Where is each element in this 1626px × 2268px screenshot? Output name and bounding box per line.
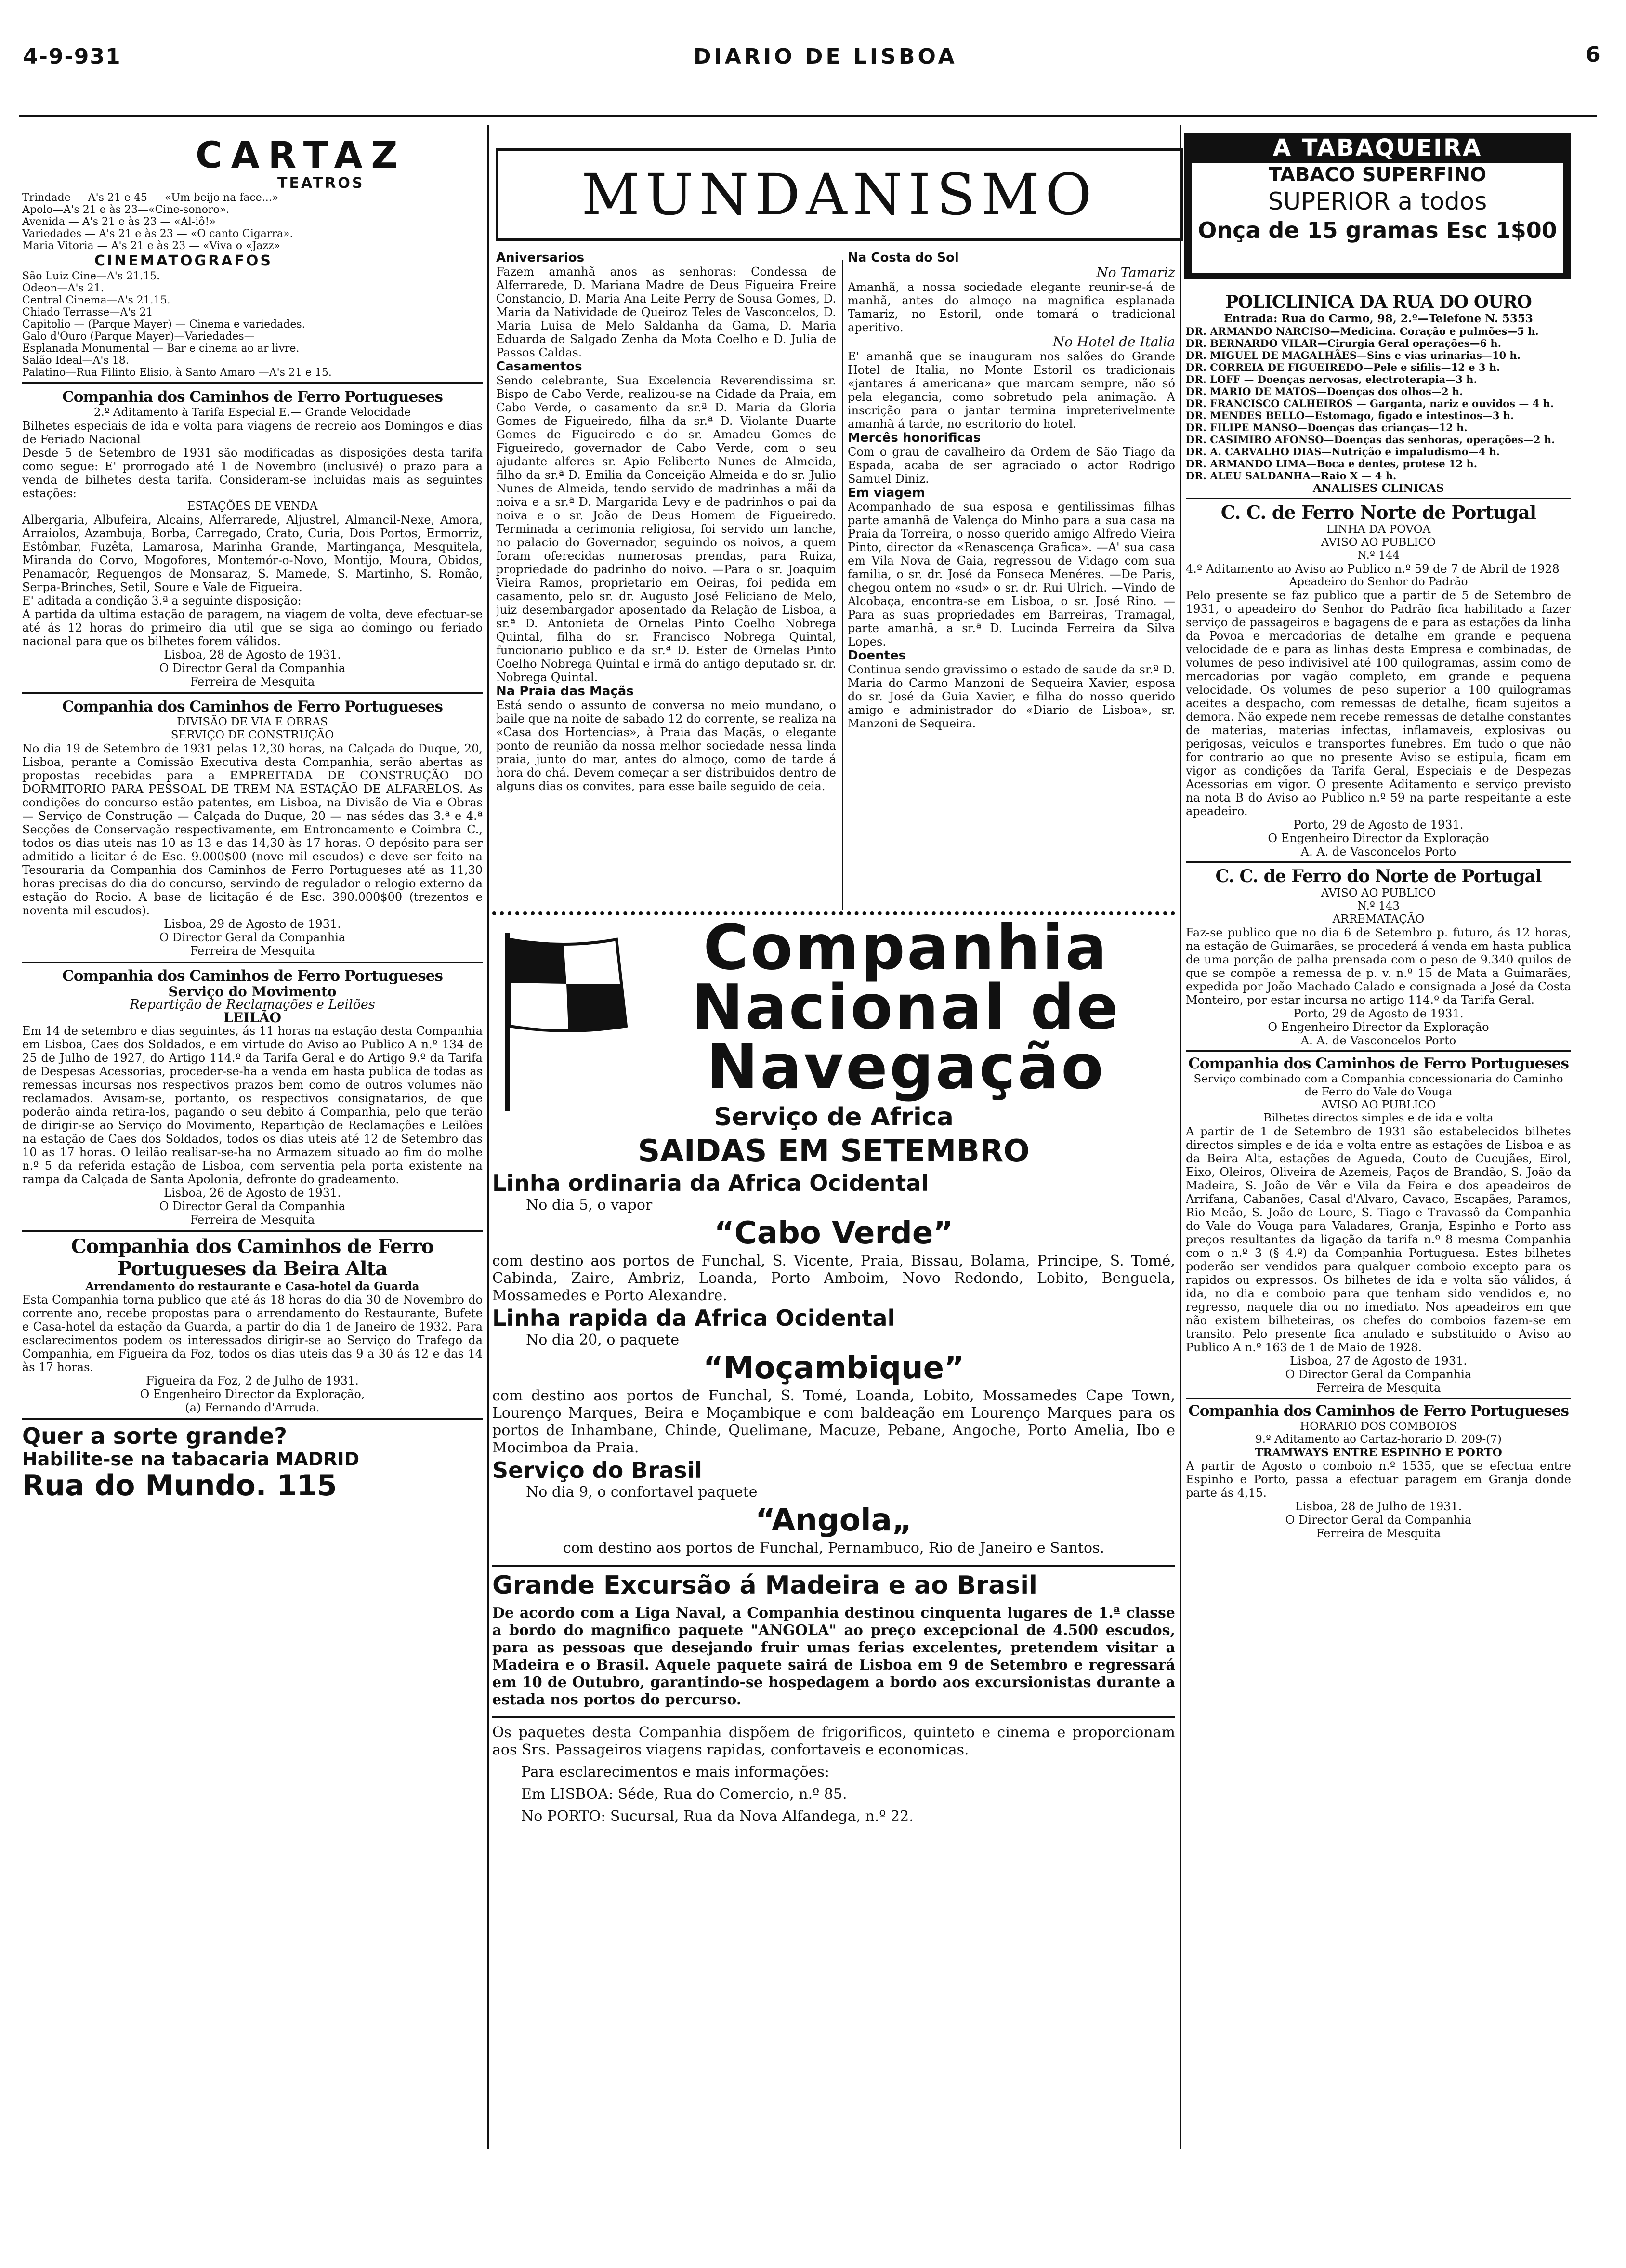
notice-title: Companhia dos Caminhos de Ferro Portugueses (1188, 1055, 1569, 1072)
notice-signature-name: Ferreira de Mesquita (190, 675, 315, 688)
notice-date: Lisboa, 28 de Julho de 1931. (1295, 1500, 1462, 1513)
cinema-line: Palatino—Rua Filinto Elisio, à Santo Amaro —A's 21 e 15. (22, 367, 332, 379)
section-heading: Em viagem (848, 486, 925, 500)
line-date: No dia 20, o paquete (526, 1332, 680, 1348)
section-subheading: No Hotel de Italia (1052, 334, 1175, 350)
cinema-list (22, 270, 483, 379)
notice-date: Porto, 29 de Agosto de 1931. (1293, 818, 1464, 831)
notice-signature-name: (a) Fernando d'Arruda. (185, 1401, 320, 1414)
company-name: Navegação (707, 1031, 1105, 1103)
line-destinations: com destino aos portos de Funchal, Pernambuco, Rio de Janeiro e Santos. (563, 1540, 1104, 1556)
doctor-entry: DR. MENDES BELLO—Estomago, figado e intestinos—3 h. (1186, 409, 1514, 422)
section-body: E' amanhã que se inauguram nos salões do Grande Hotel de Italia, no Monte Estoril os tradicionais «jantares á americana» que marcam sempre, não só pela elegancia, como sobretudo pela animação. A inscrição para o jantar termina impreterivelmente amanhã á tarde, no escritorio do hotel. (848, 350, 1175, 431)
page-number: 6 (1586, 42, 1601, 67)
cp-notice-horario (1186, 1402, 1571, 1540)
mundanismo-right (848, 251, 1175, 910)
notice-subtitle: Entrada: Rua do Carmo, 98, 2.º—Telefone N. 5353 (1224, 312, 1533, 325)
doctor-entry: DR. MIGUEL DE MAGALHÃES—Sins e vias urinarias—10 h. (1186, 349, 1521, 361)
notice-subtitle: 9.º Aditamento ao Cartaz-horario D. 209-(7) (1255, 1433, 1502, 1446)
doctor-entry: DR. A. CARVALHO DIAS—Nutrição e impaludismo—4 h. (1186, 446, 1500, 458)
teatro-line: Avenida — A's 21 e às 23 — «Al-iô!» (22, 216, 216, 228)
notice-body: No dia 19 de Setembro de 1931 pelas 12,30 horas, na Calçada do Duque, 20, Lisboa, perante a Comissão Executiva desta Companhia, serão abertas as propostas recebidas para a EMPREITADA DE CONSTRUÇÃO DO DORMITORIO PARA PESSOAL DE TREM NA ESTAÇÃO DE ALFARELOS. As condições do concurso estão patentes, em Lisboa, na Divisão de Via e Obras — Serviço de Construção — Calçada do Duque, 20 — nas sédes das 3.ª e 4.ª Secções de Conservação respectivamente, em Entroncamento e Coimbra C., todos os dias uteis nas 10 as 13 e das 14,30 às 17 horas. O depósito para ser admitido a licitar é de Esc. 9.000$00 (nove mil escudos) e deve ser feito na Tesouraria da Companhia dos Caminhos de Ferro Portugueses até as 11,30 horas precisas do dia do concurso, servindo de regulador o relogio externo da estação do Rocio. A base de licitação é de Esc. 390.000$00 (trezentos e noventa mil escudos). (22, 742, 483, 917)
notice-subtitle: SERVIÇO DE CONSTRUÇÃO (170, 729, 334, 741)
notice-title: C. C. de Ferro do Norte de Portugal (1215, 866, 1542, 886)
notice-title: Companhia dos Caminhos de Ferro Portugueses (62, 388, 443, 406)
notice-subtitle: Repartição de Reclamações e Leilões (130, 997, 375, 1012)
cp-notice-construcao (22, 698, 483, 958)
doctor-entry: DR. LOFF — Doenças nervosas, electroterapia—3 h. (1186, 373, 1477, 385)
ad-line: Quer a sorte grande? (22, 1423, 287, 1449)
notice-subtitle: Apeadeiro do Senhor do Padrão (1289, 576, 1468, 588)
stations-list: Albergaria, Albufeira, Alcains, Alferrarede, Aljustrel, Almancil-Nexe, Amora, Arraiolos, Azambuja, Borba, Carregado, Crato, Curia, Dois Portos, Ermorriz, Estômbar, Fuzêta, Lamarosa, Marinha Grande, Martingança, Mesquitela, Miranda do Corvo, Mogofores, Montemór-o-Novo, Montijo, Moura, Obidos, Penamacôr, Reguengos de Monsaraz, S. Mamede, S. Martinho, S. Romão, Serpa-Brinches, Setil, Soure e Vale de Figueira. (22, 513, 483, 594)
notice-signature-name: A. A. de Vasconcelos Porto (1300, 845, 1456, 858)
notice-subtitle: AVISO AO PUBLICO (1321, 536, 1436, 549)
left-column (22, 135, 483, 2149)
section-body: Fazem amanhã anos as senhoras: Condessa de Alferrarede, D. Mariana Madre de Deus Figueira Freire Constancio, D. Maria Ana Leite Perry de Sousa Gomes, D. Maria da Natividade de Queiroz Teles de Vasconcelos, D. Maria Luisa de Melo Saldanha da Gama, D. Maria Eduarda de Salgado Zenha da Mota Coelho e D. Julia de Passos Caldas. (496, 265, 836, 359)
company-name: Nacional de (692, 972, 1120, 1043)
notice-body: A partir de Agosto o comboio n.º 1535, que se efectua entre Espinho e Porto, passa a efectuar paragem em Granja donde parte ás 4,15. (1186, 1459, 1571, 1500)
notice-title: Companhia dos Caminhos de Ferro Portugueses (1188, 1402, 1569, 1420)
teatro-line: Apolo—A's 21 e às 23—«Cine-sonoro». (22, 204, 230, 216)
section-heading: Na Praia das Maçãs (496, 684, 634, 699)
section-body: Acompanhado de sua esposa e gentilissimas filhas parte amanhã de Valença do Minho para a sua casa na Praia da Torreira, o nosso querido amigo Alfredo Vieira Pinto, director da «Renascença Grafica». —A' sua casa em Vila Nova de Gaia, regressou de Vidago com sua familia, o sr. dr. José da Fonseca Menéres. —De Paris, chegou ontem no «sud» o sr. dr. Rui Ulrich. —Vindo de Alcobaça, encontra-se em Lisboa, o sr. José Rino. —Para as suas propriedades em Barreiras, Tramagal, parte amanhã, a sr.ª D. Lucinda Ferreira da Silva Lopes. (848, 500, 1175, 648)
norte-portugal-notice-144 (1186, 502, 1571, 858)
notice-subtitle: ARREMATAÇÃO (1332, 913, 1425, 925)
notice-date: Lisboa, 29 de Agosto de 1931. (164, 917, 341, 931)
ad-line: SUPERIOR a todos (1268, 187, 1487, 215)
notice-subtitle: Serviço combinado com a Companhia concessionaria do Caminho de Ferro do Vale do Vouga (1193, 1073, 1563, 1098)
cartaz-section (22, 135, 483, 379)
notice-body: A partir de 1 de Setembro de 1931 são estabelecidos bilhetes directos simples e de ida e volta entre as estações de Lisboa e as da Beira Alta, estações de Agueda, Couto de Cucujães, Eirol, Eixo, Oleiros, Oliveira de Azemeis, Paços de Brandão, S. João da Madeira, S. João de Vêr e Vila da Feira e dos apeadeiros de Arrifana, Cabanões, Casal d'Alvaro, Cavaco, Escapães, Paramos, Rio Meão, S. João de Loure, S. Tiago e Travassô da Companhia do Vale do Vouga para Valadares, Granja, Espinho e Porto ass preços resultantes da ligação da tarifa n.º 8 mesma Companhia com o n.º 3 (§ 4.º) da Companhia Portuguesa. Estes bilhetes poderão ser vendidos para qualquer comboio excepto para os rapidos ou expressos. Os bilhetes de ida e volta são válidos, á ida, no dia e comboio para que tenham sido vendidos e, no regresso, naquele dia ou no imediato. Nos apeadeiros em que não existem bilheteiras, os chefes do comboios fazem-se em transito. Pelo presente fica anulado e substituido o Aviso ao Publico A n.º 163 de 1 de Maio de 1928. (1186, 1125, 1571, 1354)
doctor-list (1186, 325, 1571, 482)
notice-body: Pelo presente se faz publico que a partir de 5 de Setembro de 1931, o apeadeiro do Senhor do Padrão fica habilitado a fazer serviço de passageiros e bagagens de e para as estações da linha da Povoa e mercadorias de detalhe em grande e pequena velocidade de e para as linhas desta Empresa e combinadas, de volumes de peso indivisivel até 100 quilogramas, assim como de mercadorias por vagão completo, em grande e pequena velocidade. Os volumes de peso superior a 100 quilogramas aceites a despacho, com remessas de detalhe, ficam sujeitos a demora. Não expede nem recebe remessas de detalhe constantes de materias, materias infectas, inflamaveis, explosivas ou perigosas, veiculos e transportes funebres. Em tudo o que não for contrario ao que no presente Aviso se estipula, ficam em vigor as condições da Tarifa Geral, Especiais e de Despezas Acessorias em vigor. O presente Aditamento e serviço previsto na nota B do Aviso ao Publico n.º 59 na parte respeitante a este apeadeiro. (1186, 589, 1571, 818)
notice-subtitle: LINHA DA POVOA (1326, 523, 1431, 536)
newspaper-title: DIARIO DE LISBOA (694, 44, 957, 69)
notice-title: POLICLINICA DA RUA DO OURO (1225, 292, 1532, 312)
notice-subtitle: 2.º Aditamento à Tarifa Especial E.— Grande Velocidade (93, 406, 411, 419)
notice-signature-name: Ferreira de Mesquita (1316, 1527, 1441, 1540)
notice-signature: O Director Geral da Companhia (1285, 1513, 1472, 1527)
notice-subtitle: HORARIO DOS COMBOIOS (1300, 1420, 1457, 1433)
doctor-entry: DR. MARIO DE MATOS—Doenças dos olhos—2 h. (1186, 385, 1463, 397)
notice-signature: O Engenheiro Director da Exploração (1268, 831, 1489, 845)
notice-signature: O Director Geral da Companhia (1285, 1368, 1472, 1381)
column-divider (842, 260, 843, 910)
line-destinations: com destino aos portos de Funchal, S. Vicente, Praia, Bissau, Bolama, Principe, S. Tomé, Cabinda, Zaire, Ambriz, Loanda, Porto Amboim, Novo Redondo, Lobito, Benguela, Mossamedes e Porto Alexandre. (492, 1253, 1175, 1304)
porto-address: No PORTO: Sucursal, Rua da Nova Alfandega, n.º 22. (521, 1808, 914, 1825)
cinema-line: Salão Ideal—A's 18. (22, 355, 129, 367)
doctor-entry: DR. ARMANDO LIMA—Boca e dentes, protese 12 h. (1186, 458, 1478, 470)
analises-label: ANALISES CLINICAS (1312, 482, 1444, 495)
notice-body: Em 14 de setembro e dias seguintes, ás 11 horas na estação desta Companhia em Lisboa, Caes dos Soldados, e em virtude do Aviso ao Publico A n.º 134 de 25 de Julho de 1927, do Artigo 114.º da Tarifa Geral e do Artigo 9.º da Tarifa de Despesas Acessorias, proceder-se-ha a venda em hasta publica de todas as remessas incursas nos respectivos prazos bem como de outros volumes não reclamados. Avisam-se, portanto, os respectivos consignatarios, de que poderão ainda retira-los, pagando o seu debito á Companhia, pelo que terão de dirigir-se ao Serviço do Movimento, Repartição de Reclamações e Leilões na estação de Caes dos Soldados, todos os dias uteis até 12 de Setembro das 10 as 17 horas. O leilão realisar-se-ha no Armazem situado ao fim do molhe n.º 5 da referida estação de Lisboa, com serventia pela porta existente na rampa da Calçada de Santa Apolonia, defronte do gradeamento. (22, 1024, 483, 1186)
beira-alta-notice (22, 1236, 483, 1414)
cinema-line: Capitolio — (Parque Mayer) — Cinema e variedades. (22, 318, 305, 330)
section-body: Amanhã, a nossa sociedade elegante reunir-se-á de manhã, antes do almoço na magnifica esplanada Tamariz, no Estoril, onde tomará o tradicional aperitivo. (848, 280, 1175, 334)
notice-date: Porto, 29 de Agosto de 1931. (1293, 1007, 1464, 1020)
mundanismo-left (496, 251, 836, 910)
doctor-entry: DR. FILIPE MANSO—Doenças das crianças—12 h. (1186, 422, 1468, 434)
section-body: Está sendo o assunto de conversa no meio mundano, o baile que na noite de sabado 12 do corrente, se realiza na «Casa dos Hortencias», à Praia das Maçãs, o elegante ponto de reunião da nossa melhor sociedade nessa linda praia, junto do mar, antes do almoço, como de tarde á hora do chá. Devem começar a ser distribuidos dentro de alguns dias os convites, para esse baile seguido de ceia. (496, 699, 836, 793)
section-body: Sendo celebrante, Sua Excelencia Reverendissima sr. Bispo de Cabo Verde, realizou-se na Cidade da Praia, em Cabo Verde, o casamento da sr.ª D. Maria da Gloria Gomes de Figueiredo, filha da sr.ª D. Violante Duarte Gomes de Figueiredo e do sr. Amadeu Gomes de Figueiredo, governador de Cabo Verde, com o seu ajudante alferes sr. Apio Feliberto Nunes de Almeida, filho da sr.ª D. Emilia da Conceição Almeida e do sr. Julio Nunes de Almeida, tendo servido de madrinhas a mãi da noiva e a sr.ª D. Margarida Levy e de padrinhos o pai da noiva e o sr. João de Deus Homem de Figueiredo. Terminada a cerimonia religiosa, foi servido um lanche, no palacio do Governador, seguindo os noivos, a quem foram oferecidas numerosas prendas, para Ruiza, propriedade do padrinho do noivo. —Para o sr. Joaquim Vieira Ramos, proprietario em Oeiras, foi pedida em casamento, pelo sr. dr. Augusto José Feliciano de Melo, juiz desembargador aposentado da Relação de Lisboa, a sr.ª D. Antonieta de Ornelas Pinto Coelho Nobrega Quintal, filha do sr. Francisco Nobrega Quintal, funcionario publico e da sr.ª D. Ester de Ornelas Pinto Coelho Nobrega Quintal e irmã do antigo deputado sr. dr. Nobrega Quintal. (496, 374, 836, 684)
doctor-entry: DR. CORREIA DE FIGUEIREDO—Pele e sifilis—12 e 3 h. (1186, 361, 1500, 373)
issue-date: 4-9-931 (23, 44, 121, 69)
ad-line: A TABAQUEIRA (1272, 134, 1482, 161)
notice-title: Companhia dos Caminhos de Ferro Portugueses (62, 967, 443, 985)
notice-subtitle: AVISO AO PUBLICO (1321, 887, 1436, 899)
notice-signature-name: Ferreira de Mesquita (190, 944, 315, 958)
teatro-line: Trindade — A's 21 e 45 — «Um beijo na face...» (22, 192, 279, 204)
header-rule (19, 115, 1597, 117)
cinema-line: Esplanada Monumental — Bar e cinema ao ar livre. (22, 343, 300, 355)
sorte-grande-ad (22, 1424, 483, 1502)
section-heading: Doentes (848, 648, 906, 663)
notice-date: Lisboa, 28 de Agosto de 1931. (164, 648, 341, 661)
ad-line: Onça de 15 gramas Esc 1$00 (1198, 217, 1557, 243)
service-heading: Serviço de Africa (714, 1103, 954, 1132)
section-heading: Casamentos (496, 359, 582, 374)
excursion-body: De acordo com a Liga Naval, a Companhia destinou cinquenta lugares de 1.ª classe a bordo do magnifico paquete "ANGOLA" ao preço excepcional de 4.500 escudos, para as pessoas que desejando fruir umas ferias excelentes, pretendem visitar a Madeira e o Brasil. Aquele paquete sairá de Lisboa em 9 de Setembro e regressará em 10 de Outubro, garantindo-se hospedagem a bordo aos excursionistas durante a estada nos portos do percurso. (492, 1605, 1175, 1708)
notice-signature: O Engenheiro Director da Exploração (1268, 1020, 1489, 1034)
notice-paragraph: 4.º Aditamento ao Aviso ao Publico n.º 59 de 7 de Abril de 1928 (1186, 562, 1560, 576)
doctor-entry: DR. CASIMIRO AFONSO—Doenças das senhoras, operações—2 h. (1186, 434, 1555, 446)
ad-line: Rua do Mundo. 115 (22, 1469, 337, 1503)
frigorificos-text: Os paquetes desta Companhia dispõem de frigorificos, quinteto e cinema e proporcionam aos Srs. Passageiros viagens rapidas, confortaveis e economicas. (492, 1724, 1175, 1758)
notice-subtitle: Serviço do Movimento (168, 984, 337, 1000)
notice-date: Lisboa, 27 de Agosto de 1931. (1290, 1354, 1467, 1368)
tabaqueira-inner (1192, 163, 1563, 273)
cinema-heading: CINEMATOGRAFOS (94, 252, 273, 269)
cinema-line: São Luiz Cine—A's 21.15. (22, 270, 160, 282)
teatro-line: Variedades — A's 21 e às 23 — «O canto Cigarra». (22, 228, 293, 240)
notice-subtitle: N.º 143 (1357, 900, 1400, 912)
notice-subtitle: LEILÃO (223, 1010, 281, 1026)
company-name: Companhia (703, 912, 1109, 984)
section-body: Continua sendo gravissimo o estado de saude da sr.ª D. Maria do Carmo Manzoni de Sequeira Xavier, esposa do sr. José da Guia Xavier, e filha do nosso querido amigo e administrador do «Diario de Lisboa», sr. Manzoni de Sequeira. (848, 663, 1175, 730)
notice-signature-name: A. A. de Vasconcelos Porto (1300, 1034, 1456, 1047)
ship-name: “Cabo Verde” (714, 1215, 954, 1251)
notice-subtitle: Arrendamento do restaurante e Casa-hotel da Guarda (85, 1280, 420, 1293)
notice-signature: O Director Geral da Companhia (159, 661, 346, 675)
line-destinations: com destino aos portos de Funchal, S. Tomé, Loanda, Lobito, Mossamedes Cape Town, Lourenço Marques, Beira e Moçambique e com baldeação em Lourenço Marques para os portos de Inhambane, Chinde, Quelimane, Macuze, Pebane, Angoche, Porto Amelia, Ibo e Mocimboa da Praia. (492, 1387, 1175, 1456)
notice-subtitle: AVISO AO PUBLICO (1321, 1099, 1436, 1111)
notice-subtitle: Bilhetes directos simples e de ida e volta (1263, 1112, 1494, 1124)
cp-notice-tarifa (22, 388, 483, 688)
doctor-entry: DR. FRANCISCO CALHEIROS — Garganta, nariz e ouvidos — 4 h. (1186, 397, 1554, 409)
doctor-entry: DR. ALEU SALDANHA—Raio X — 4 h. (1186, 470, 1397, 482)
ship-name: “Angola„ (755, 1503, 912, 1538)
cinema-line: Galo d'Ouro (Parque Mayer)—Variedades— (22, 330, 255, 343)
cinema-line: Chiado Terrasse—A's 21 (22, 306, 153, 318)
notice-paragraph: E' aditada a condição 3.ª a seguinte disposição: (22, 594, 302, 607)
line-heading: Serviço do Brasil (492, 1457, 702, 1483)
section-body: Com o grau de cavalheiro da Ordem de São Tiago da Espada, acaba de ser agraciado o actor Rodrigo Samuel Diniz. (848, 445, 1175, 486)
cinema-line: Odeon—A's 21. (22, 282, 104, 294)
cartaz-title: CARTAZ (196, 135, 406, 176)
column-divider (487, 125, 489, 2149)
line-date: No dia 5, o vapor (526, 1197, 653, 1213)
teatro-line: Maria Vitoria — A's 21 e às 23 — «Viva o «Jazz» (22, 240, 280, 252)
notice-signature-name: Ferreira de Mesquita (1316, 1381, 1441, 1395)
section-heading: Aniversarios (496, 251, 585, 265)
notice-subtitle: N.º 144 (1357, 549, 1400, 562)
norte-portugal-notice-143 (1186, 866, 1571, 1047)
notice-title: Companhia dos Caminhos de Ferro Portugueses (62, 698, 443, 715)
navegacao-advertisement (492, 912, 1175, 2137)
mundanismo-title: MUNDANISMO (581, 161, 1098, 228)
ad-line: TABACO SUPERFINO (1268, 164, 1487, 186)
cinema-line: Central Cinema—A's 21.15. (22, 294, 170, 306)
ship-name: “Moçambique” (703, 1350, 965, 1386)
notice-signature: O Director Geral da Companhia (159, 1200, 346, 1213)
notice-title: Companhia dos Caminhos de Ferro Portugueses da Beira Alta (71, 1235, 434, 1280)
line-date: No dia 9, o confortavel paquete (526, 1484, 758, 1501)
notice-date: Lisboa, 26 de Agosto de 1931. (164, 1186, 341, 1200)
lisboa-address: Em LISBOA: Séde, Rua do Comercio, n.º 85. (521, 1786, 847, 1803)
tabaqueira-ad (1184, 133, 1571, 279)
section-heading: Mercês honorificas (848, 431, 981, 445)
notice-signature: O Engenheiro Director da Exploração, (140, 1387, 365, 1401)
notice-body: Faz-se publico que no dia 6 de Setembro p. futuro, ás 12 horas, na estação de Guimarães, se procederá á venda em hasta publica de uma porção de palha prensada com o peso de 9.340 quilos de que se compõe a remessa de p. v. n.º 15 de Mata a Guimarães, expedida por João Machado Calado e consignada a José da Costa Monteiro, por estar incursa no artigo 114.º da Tarifa Geral. (1186, 926, 1571, 1007)
saidas-heading: SAIDAS EM SETEMBRO (638, 1134, 1030, 1169)
notice-paragraph: Desde 5 de Setembro de 1931 são modificadas as disposições desta tarifa como segue: E' prorrogado até 1 de Novembro (inclusivé) o prazo para a venda de bilhetes desta tarifa. Consideram-se incluidas mais as seguintes estações: (22, 446, 483, 500)
notice-date: Figueira da Foz, 2 de Julho de 1931. (146, 1374, 359, 1387)
notice-body: Esta Companhia torna publico que até ás 18 horas do dia 30 de Novembro do corrente ano, recebe propostas para o arrendamento do Restaurante, Bufete e Casa-hotel da estação da Guarda, a partir do dia 1 de Janeiro de 1932. Para esclarecimentos podem os interessados dirigir-se ao Serviço do Trafego da Companhia, em Figueira da Foz, todos os dias uteis das 9 a 30 ás 12 e das 14 às 17 horas. (22, 1293, 483, 1374)
line-heading: Linha rapida da Africa Ocidental (492, 1305, 895, 1331)
section-subheading: No Tamariz (1096, 264, 1175, 280)
ad-line: Habilite-se na tabacaria MADRID (22, 1449, 360, 1470)
notice-intro: Bilhetes especiais de ida e volta para viagens de recreio aos Domingos e dias de Feriado Nacional (22, 419, 483, 446)
policlinica-ad (1186, 292, 1571, 495)
notice-subtitle: DIVISÃO DE VIA E OBRAS (177, 716, 328, 728)
stations-heading: ESTAÇÕES DE VENDA (187, 500, 318, 513)
teatros-list (22, 192, 483, 252)
notice-signature-name: Ferreira de Mesquita (190, 1213, 315, 1226)
info-text: Para esclarecimentos e mais informações: (521, 1764, 830, 1780)
cp-notice-vouga (1186, 1055, 1571, 1395)
mundanismo-banner (496, 148, 1183, 241)
right-column (1186, 292, 1571, 2142)
teatros-heading: TEATROS (277, 175, 365, 192)
section-heading: Na Costa do Sol (848, 251, 959, 265)
excursion-heading: Grande Excursão á Madeira e ao Brasil (492, 1571, 1037, 1600)
doctor-entry: DR. ARMANDO NARCISO—Medicina. Coração e pulmões—5 h. (1186, 325, 1539, 337)
notice-signature: O Director Geral da Companhia (159, 931, 346, 944)
line-heading: Linha ordinaria da Africa Ocidental (492, 1170, 929, 1196)
notice-subtitle: TRAMWAYS ENTRE ESPINHO E PORTO (1255, 1446, 1502, 1459)
doctor-entry: DR. BERNARDO VILAR—Cirurgia Geral operações—6 h. (1186, 337, 1501, 349)
notice-paragraph: A partida da ultima estação de paragem, na viagem de volta, deve efectuar-se até ás 12 horas do primeiro dia util que se siga ao domingo ou feriado nacional para que os bilhetes forem válidos. (22, 607, 483, 648)
cp-notice-leilao (22, 967, 483, 1226)
notice-title: C. C. de Ferro Norte de Portugal (1220, 501, 1536, 523)
column-divider (1180, 125, 1181, 2149)
